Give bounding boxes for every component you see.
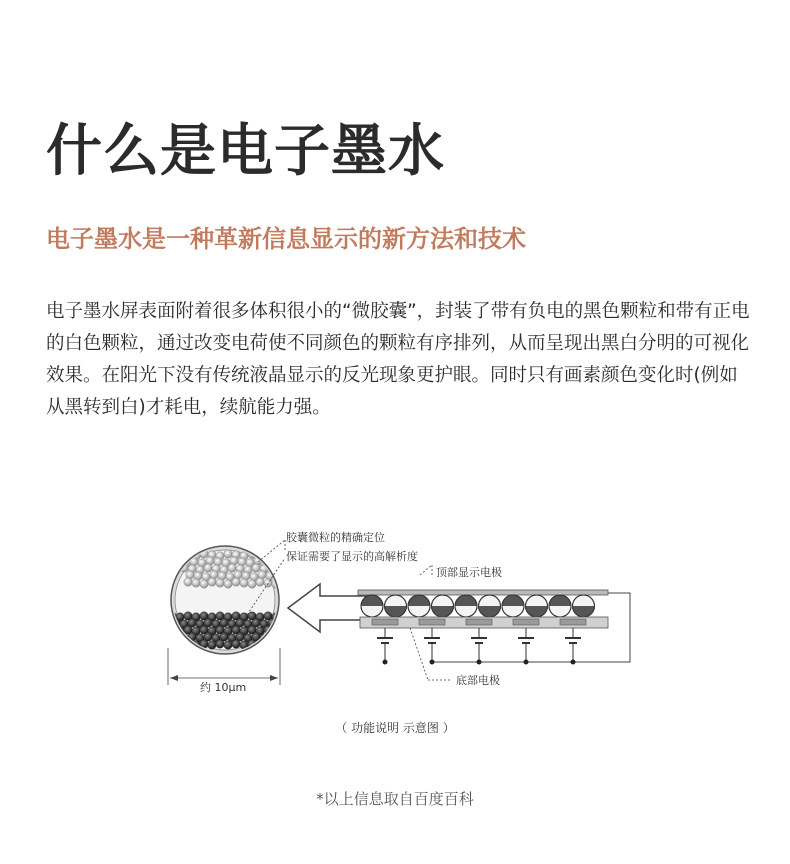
label-capsule: 胶囊微粒的精确定位 <box>286 531 385 544</box>
label-bottom-electrode: 底部电极 <box>456 674 500 687</box>
page-title: 什么是电子墨水 <box>46 119 445 184</box>
description-paragraph: 电子墨水屏表面附着很多体积很小的“微胶囊”，封装了带有负电的黑色颗粒和带有正电的白色颗粒，通过改变电荷使不同颜色的颗粒有序排列，从而呈现出黑白分明的可视化效果。在阳光下没有传统液晶显示的反光现象更护眼。同时只有画素颜色变化时(例如从黑转到白)才耗电，续航能力强。 <box>46 301 750 418</box>
page-subtitle: 电子墨水是一种革新信息显示的新方法和技术 <box>46 225 526 253</box>
eink-diagram <box>150 520 650 720</box>
battery-circuit <box>377 628 581 665</box>
capsule-row <box>361 595 595 617</box>
label-top-electrode: 顶部显示电极 <box>436 566 502 579</box>
label-resolution: 保证需要了显示的高解析度 <box>286 550 418 563</box>
figure-caption: （ 功能说明 示意图 ） <box>335 721 455 735</box>
label-size: 约 10μm <box>200 681 247 694</box>
magnify-arrow-icon <box>288 584 368 632</box>
source-note: *以上信息取自百度百科 <box>316 790 474 808</box>
capsule-magnified <box>168 546 284 654</box>
